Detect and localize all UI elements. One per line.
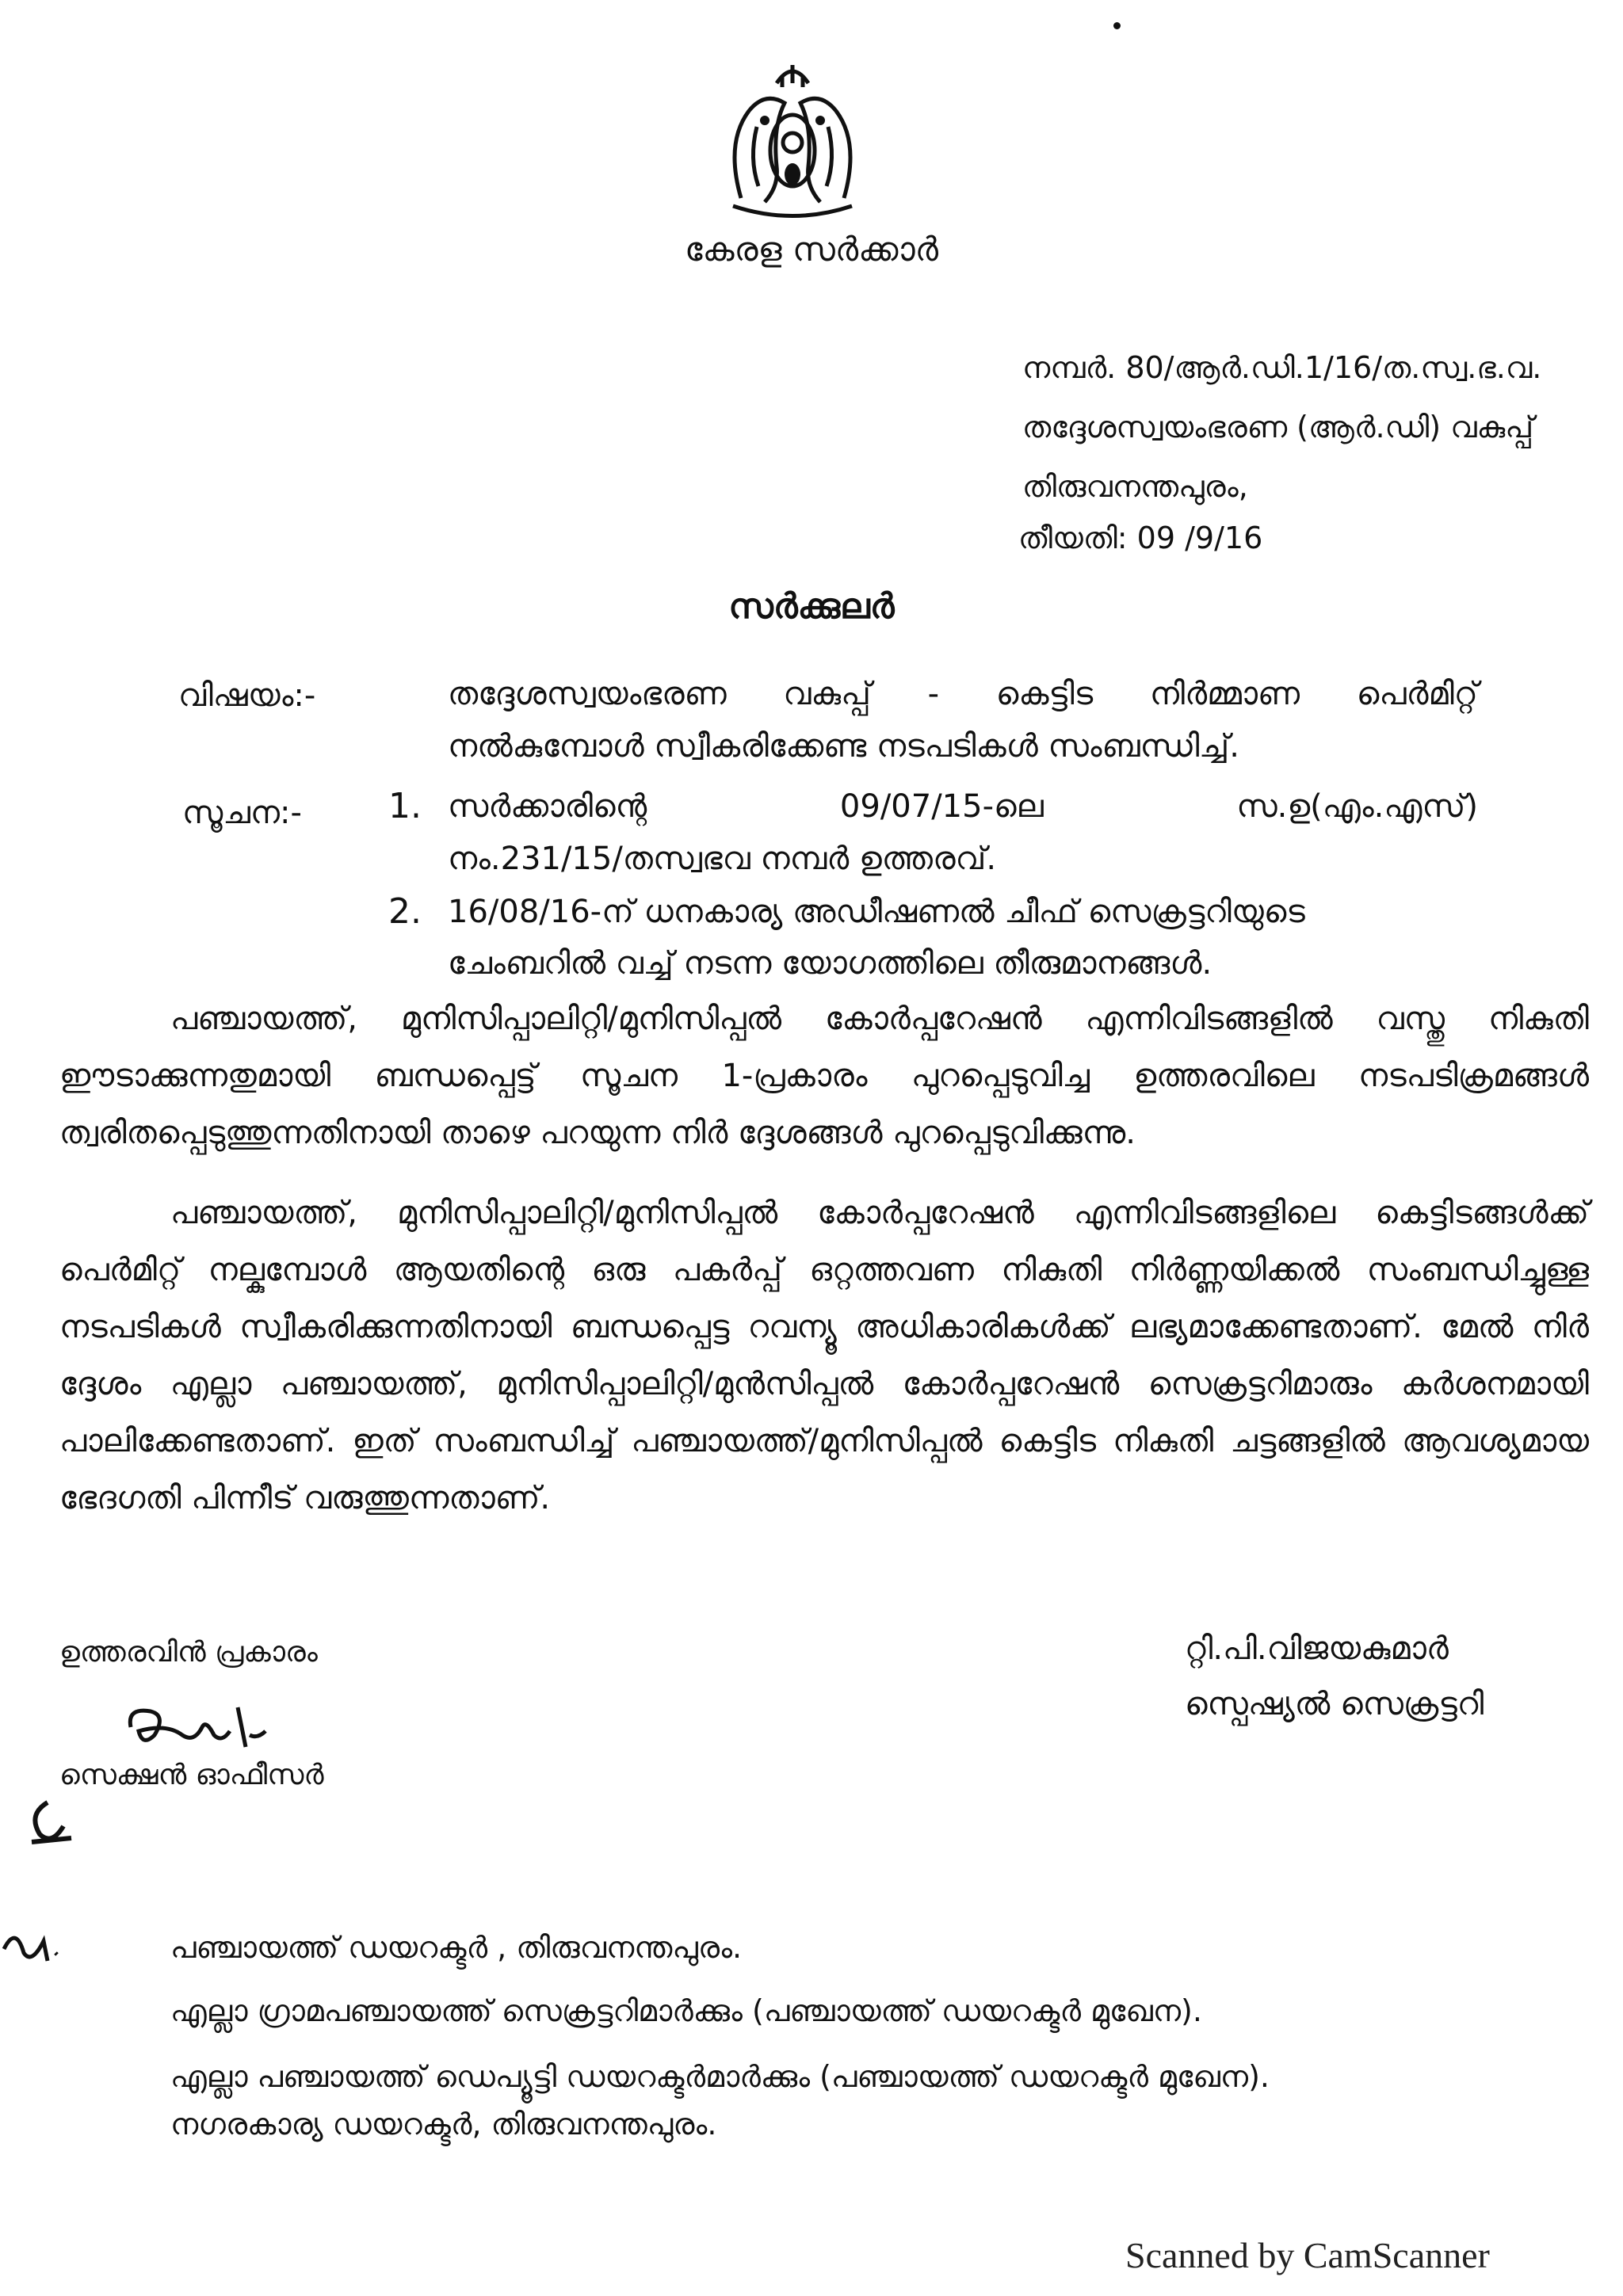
department-name: തദ്ദേശസ്വയംഭരണ (ആർ.ഡി) വകുപ്പ്	[1022, 410, 1534, 444]
paragraph-2: പഞ്ചായത്ത്, മുനിസിപ്പാലിറ്റി/മുനിസിപ്പൽ കോർപ്പറേഷൻ എന്നിവിടങ്ങളിലെ കെട്ടിടങ്ങൾക്ക് പെർമിറ്റ് നല്കുമ്പോൾ ആയതിന്റെ ഒരു പകർപ്പ് ഒറ്റത്തവണ നികുതി നിർണ്ണയിക്കൽ സംബന്ധിച്ചുള്ള നടപടികൾ സ്വീകരിക്കുന്നതിനായി ബന്ധപ്പെട്ട റവന്യൂ അധികാരികൾക്ക് ലഭ്യമാക്കേണ്ടതാണ്. മേൽ നിർ ദ്ദേശം എല്ലാ പഞ്ചായത്ത്, മുനിസിപ്പാലിറ്റി/മുൻസിപ്പൽ കോർപ്പറേഷൻ സെക്രട്ടറിമാരും കർശനമായി പാലിക്കേണ്ടതാണ്. ഇത് സംബന്ധിച്ച് പഞ്ചായത്ത്/മുനിസിപ്പൽ കെട്ടിട നികുതി ചട്ടങ്ങളിൽ ആവശ്യമായ ഭേദഗതി പിന്നീട് വരുത്തുന്നതാണ്.	[59, 1195, 1589, 1516]
recipient-1: പഞ്ചായത്ത് ഡയറക്ടർ , തിരുവനന്തപുരം.	[170, 1930, 743, 1965]
signatory-name: റ്റി.പി.വിജയകുമാർ	[1185, 1630, 1449, 1667]
reference-2-line-1: 16/08/16-ന് ധനകാര്യ അഡീഷണൽ ചീഫ് സെക്രട്ടറിയുടെ	[448, 894, 1305, 930]
margin-note-icon	[0, 1917, 63, 1973]
recipient-3: എല്ലാ പഞ്ചായത്ത് ഡെപ്യൂട്ടി ഡയറക്ടർമാർക്കും (പഞ്ചായത്ത് ഡയറക്ടർ മുഖേന).	[170, 2059, 1270, 2094]
by-order-label: ഉത്തരവിൻ പ്രകാരം	[59, 1636, 318, 1669]
document-title: സർക്കുലർ	[728, 586, 895, 627]
scanner-watermark: Scanned by CamScanner	[1125, 2235, 1490, 2275]
subject-label: വിഷയം:-	[178, 677, 316, 714]
subject-line-2: നൽകുമ്പോൾ സ്വീകരിക്കേണ്ട നടപടികൾ സംബന്ധിച്ച്.	[448, 728, 1239, 765]
reference-2-line-2: ചേംബറിൽ വച്ച് നടന്ന യോഗത്തിലെ തീരുമാനങ്ങൾ.	[448, 945, 1212, 982]
paragraph-1: പഞ്ചായത്ത്, മുനിസിപ്പാലിറ്റി/മുനിസിപ്പൽ കോർപ്പറേഷൻ എന്നിവിടങ്ങളിൽ വസ്തു നികുതി ഈടാക്കുന്നതുമായി ബന്ധപ്പെട്ട് സൂചന 1-പ്രകാരം പുറപ്പെടുവിച്ച ഉത്തരവിലെ നടപടിക്രമങ്ങൾ ത്വരിതപ്പെടുത്തുന്നതിനായി താഴെ പറയുന്ന നിർ ദ്ദേശങ്ങൾ പുറപ്പെടുവിക്കുന്നു.	[59, 1001, 1589, 1151]
reference-label: സൂചന:-	[182, 795, 302, 831]
margin-tick-icon	[16, 1794, 79, 1858]
place: തിരുവനന്തപുരം,	[1022, 469, 1248, 504]
file-number: നമ്പർ. 80/ആർ.ഡി.1/16/ത.സ്വ.ഭ.വ.	[1022, 350, 1542, 385]
speck-mark	[1113, 22, 1121, 29]
subject-line-1: തദ്ദേശസ്വയംഭരണ വകുപ്പ് - കെട്ടിട നിർമ്മാണ പെർമിറ്റ്	[448, 676, 1478, 712]
kerala-emblem-icon	[709, 48, 876, 222]
recipient-4: നഗരകാര്യ ഡയറക്ടർ, തിരുവനന്തപുരം.	[170, 2107, 717, 2142]
reference-2-number: 2.	[388, 891, 422, 932]
section-officer-label: സെക്ഷൻ ഓഫീസർ	[59, 1759, 324, 1791]
reference-1-line-2: നം.231/15/തസ്വഭവ നമ്പർ ഉത്തരവ്.	[448, 841, 997, 877]
government-name: കേരള സർക്കാർ	[685, 230, 938, 269]
reference-1-line-1: സർക്കാരിന്റെ 09/07/15-ലെ സ.ഉ(എം.എസ്)	[448, 788, 1478, 825]
reference-1-number: 1.	[388, 786, 422, 826]
recipient-2: എല്ലാ ഗ്രാമപഞ്ചായത്ത് സെക്രട്ടറിമാർക്കും (പഞ്ചായത്ത് ഡയറക്ടർ മുഖേന).	[170, 1993, 1202, 2028]
date: തീയതി: 09 /9/16	[1018, 521, 1263, 555]
signatory-title: സ്പെഷ്യൽ സെക്രട്ടറി	[1185, 1686, 1484, 1722]
handwritten-signature-icon	[119, 1691, 269, 1763]
